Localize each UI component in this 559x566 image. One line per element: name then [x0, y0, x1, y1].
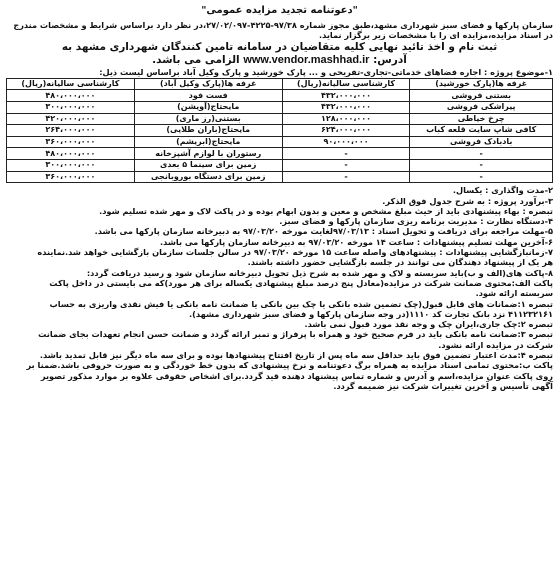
table-cell: ۳۶۰،۰۰۰،۰۰۰	[7, 171, 135, 183]
table-row	[7, 136, 553, 148]
table-cell: بستنی فروشی	[410, 90, 553, 102]
clause-line: تبصره : بهاء پیشنهادی باید از حیث مبلغ مشخص و معین و بدون ابهام بوده و در پاکت لاک و مهر شده تسلیم شود.	[99, 205, 553, 216]
table-header-row	[7, 78, 553, 90]
table-cell: ۴۳۲،۰۰۰،۰۰۰	[282, 90, 410, 102]
clause-line: پاکت الف:محتوی ضمانت شرکت در مزایده(معادل پنج درصد مبلغ پیشنهادی یکساله برای هر مورد)که می بایستی در داخل پاکت	[49, 277, 553, 288]
clause-line: تبصره ۱:ضمانات های قابل قبول(چک تضمین شده بانکی یا چک بین بانکی یا ضمانت نامه بانکی یا فیش نقدی واریزی به حساب	[49, 298, 553, 309]
header-khorshid-price: کارشناسی سالیانه(ریال)	[282, 78, 410, 90]
table-cell: پیراشکی فروشی	[410, 102, 553, 114]
clauses-block	[6, 185, 553, 391]
clause-line: شرکت در مزایده ارائه نشود.	[438, 339, 553, 350]
table-cell: زمین برای دستگاه بوروبانجی	[134, 171, 282, 183]
table-cell: ۴۳۲،۰۰۰،۰۰۰	[282, 102, 410, 114]
clause-line: تبصره ۴:مدت اعتبار تضمین فوق باید حداقل سه ماه پس از تاریخ افتتاح پیشنهادها بوده و برای سه ماه دیگر نیز قابل تمدید باشد.	[39, 349, 553, 360]
table-row	[7, 113, 553, 125]
table-cell: فست فود	[134, 90, 282, 102]
table-cell: زمین برای سینما ۵ بعدی	[134, 160, 282, 172]
table-cell: -	[410, 171, 553, 183]
subject-line: ۱-موضوع پروژه : اجاره فضاهای خدماتی-تجاری-تفریحی و ... پارک خورشید و پارک وکیل آباد براساس لیست ذیل:	[99, 66, 553, 77]
table-cell: ۴۸۰،۰۰۰،۰۰۰	[7, 90, 135, 102]
website-suffix: الزامی می باشد.	[152, 53, 240, 66]
address-label: آدرس:	[373, 53, 407, 66]
table-row	[7, 125, 553, 137]
table-row	[7, 148, 553, 160]
table-cell: چرخ خیاطی	[410, 113, 553, 125]
clause-line: روی پاکت عنوان مزایده،اسم و آدرس و شماره تماس پیشنهاد دهنده قید گردد.برای اشخاص حقوقی علاوه بر موارد مذکور تصویر	[40, 370, 553, 381]
table-cell: -	[282, 160, 410, 172]
clause-line: ۵-مهلت مراجعه برای دریافت و تحویل اسناد : ۹۷/۰۳/۱۳لغایت مورخه ۹۷/۰۳/۲۰ به دبیرخانه سازمان پارکها می باشد.	[94, 226, 553, 237]
table-cell: ۳۰۰،۰۰۰،۰۰۰	[7, 102, 135, 114]
table-cell: ۶۲۴،۰۰۰،۰۰۰	[282, 125, 410, 137]
intro-line-1: سازمان پارکها و فضای سبز شهرداری مشهد،طبق مجوز شماره ۹۷/۳۸-۴۲۲۵-۲۷/۰۲/۰۹۷،در نظر دارد براساس شرایط و مشخصات مندرج	[13, 20, 553, 30]
tenders-table	[6, 78, 553, 183]
table-cell: ۳۰۰،۰۰۰،۰۰۰	[7, 160, 135, 172]
table-cell: ۹۰،۰۰۰،۰۰۰	[282, 136, 410, 148]
table-row	[7, 102, 553, 114]
table-cell: مایحتاج(ابریشم)	[134, 136, 282, 148]
table-cell: ۴۸۰،۰۰۰،۰۰۰	[7, 148, 135, 160]
table-cell: بادبادک فروشی	[410, 136, 553, 148]
clause-line: ۶-آخرین مهلت تسلیم پیشنهادات : ساعت ۱۴ مورخه ۹۷/۰۳/۲۰ به دبیرخانه سازمان پارکها می باشد.	[160, 236, 553, 247]
table-cell: مایحتاج(باران طلایی)	[134, 125, 282, 137]
clause-line: تبصره ۲:چک جاری،ایران چک و وجه نقد مورد قبول نمی باشد.	[304, 319, 553, 330]
clause-line: ۳-برآورد پروژه : به شرح جدول فوق الذکر.	[382, 195, 553, 206]
address-line	[6, 54, 553, 67]
clause-line: سربسته ارائه شود.	[475, 288, 553, 299]
header-vakilabad-booths: غرفه ها(پارک وکیل آباد)	[134, 78, 282, 90]
table-cell: بستنی(رز ماری)	[134, 113, 282, 125]
clause-line: آگهی تأسیس و آخرین تغییرات شرکت نیز ضمیمه گردد.	[333, 380, 553, 391]
intro-line-2: در اسناد مزایده،مزایده ای را با مشخصات زیر برگزار نماید.	[319, 30, 553, 41]
clause-line: ۲-مدت واگذاری : یکسال.	[452, 185, 553, 196]
table-cell: ۳۶۰،۰۰۰،۰۰۰	[7, 136, 135, 148]
table-cell: رستوران با لوازم آشپزخانه	[134, 148, 282, 160]
table-row	[7, 90, 553, 102]
table-cell: کافی شاپ سایت قلعه کباب	[410, 125, 553, 137]
table-cell: مایحتاج(آویشن)	[134, 102, 282, 114]
table-cell: -	[282, 148, 410, 160]
table-cell: -	[410, 160, 553, 172]
clause-line: ۷-زمانبازگشایی پیشنهادات : پیشنهادهای واصله ساعت ۱۵ مورخه ۹۷/۰۳/۲۰ در سالن جلسات سازمان بازگشایی خواهد شد.نماینده	[37, 247, 553, 258]
table-cell: ۲۶۴،۰۰۰،۰۰۰	[7, 125, 135, 137]
clause-line: ۴۱۱۲۳۲۱۶۱ نزد بانک تجارت کد ۱۱۱۰(در وجه سازمان پارکها و فضای سبز شهرداری مشهد).	[189, 308, 553, 319]
register-line: ثبت نام و اخذ تائید نهایی کلیه متقاضیان در سامانه تامین کنندگان شهرداری مشهد به	[61, 40, 498, 53]
clause-line: ۴-دستگاه نظارت : مدیریت برنامه ریزی سازمان پارکها و فضای سبز.	[279, 216, 553, 227]
clause-line: ۸-پاکت های(الف و ب)باید سربسته و لاک و مهر شده به شرح ذیل تحویل دبیرخانه سازمان شود و رسید دریافت گردد:	[86, 267, 553, 278]
table-cell: ۴۲۰،۰۰۰،۰۰۰	[7, 113, 135, 125]
intro-block	[6, 20, 553, 41]
clause-line: هر یک از پیشنهاد دهندگان می توانند در جلسه بازگشایی حضور داشته باشند.	[247, 257, 553, 268]
header-khorshid-booths: غرفه ها(پارک خورشید)	[410, 78, 553, 90]
clause-line: تبصره ۳:ضمانت نامه بانکی باید در فرم صحیح خود و همراه با پرفراژ و تمبر ارائه گردد و ضمانت حسن انجام تعهدات بجای ضمانت	[38, 329, 553, 340]
table-row	[7, 171, 553, 183]
header-vakilabad-price: کارشناسی سالیانه(ریال)	[7, 78, 135, 90]
table-cell: -	[282, 171, 410, 183]
table-cell: ۱۲۸،۰۰۰،۰۰۰	[282, 113, 410, 125]
clause-line: پاکت ب:محتوی تمامی اسناد مزایده به همراه برگ دعوتنامه و نرخ پیشنهادی که بدون خط خوردگی و به صورت حروفی باشد.ضمنا بر	[26, 360, 553, 371]
page-title: "دعوتنامه تجدید مزایده عمومی"	[201, 5, 358, 16]
table-cell: -	[410, 148, 553, 160]
table-row	[7, 160, 553, 172]
website-link[interactable]: www.vendor.mashhad.ir	[243, 53, 370, 66]
